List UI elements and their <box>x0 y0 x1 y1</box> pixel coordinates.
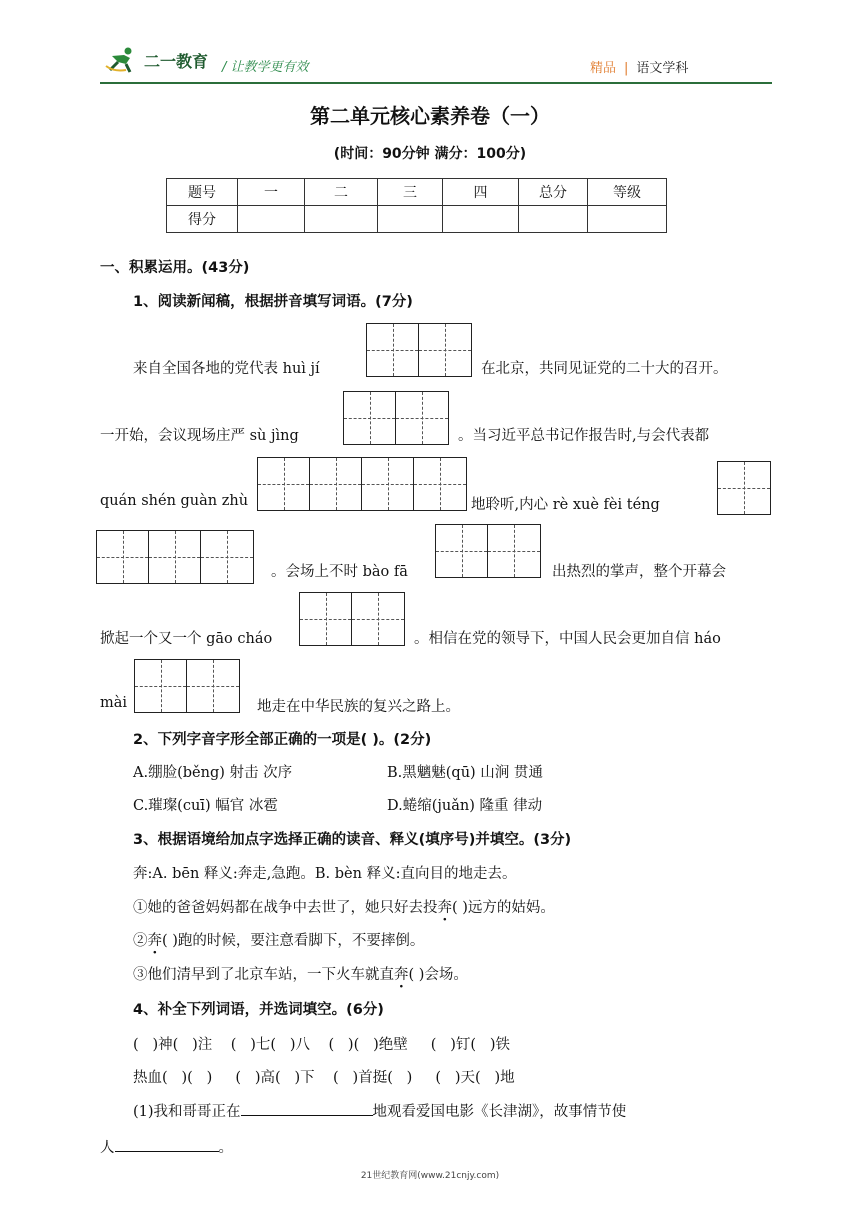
q1-text: 地走在中华民族的复兴之路上。 <box>257 699 460 715</box>
grid-cell[interactable] <box>414 458 466 510</box>
q1-text: 来自全国各地的党代表 huì jí <box>133 361 320 377</box>
q1-text: 掀起一个又一个 gāo cháo <box>100 631 273 647</box>
grid-cell[interactable] <box>436 525 488 577</box>
score-cell[interactable] <box>305 206 378 233</box>
page-footer: 21世纪教育网(www.21cnjy.com) <box>360 1171 500 1181</box>
q3-sentence-text: ①她的爸爸妈妈都在战争中去世了，她只好去投 <box>133 900 438 916</box>
score-header-row <box>167 179 667 206</box>
answer-grid[interactable] <box>435 524 541 578</box>
answer-grid[interactable] <box>134 659 240 713</box>
grid-cell[interactable] <box>97 531 149 583</box>
score-header-cell: 三 <box>378 179 443 206</box>
fill-blank[interactable] <box>241 1101 373 1116</box>
q2-option-c[interactable]: C.璀璨(cuī) 幅官 冰雹 <box>133 798 278 814</box>
subject-badge <box>590 57 688 76</box>
q3-sentence-text: ② <box>133 933 148 949</box>
question-3-title: 3、根据语境给加点字选择正确的读音、释义(填序号)并填空。(3分) <box>133 832 572 848</box>
score-cell[interactable] <box>588 206 667 233</box>
score-header-cell: 四 <box>443 179 519 206</box>
score-header-cell: 等级 <box>588 179 667 206</box>
score-header-cell: 一 <box>238 179 305 206</box>
q4-fill-sentence <box>100 1136 233 1157</box>
q4-word-row: 热血( )( ) ( )高( )下 ( )首挺( ) ( )天( )地 <box>133 1070 515 1086</box>
q4-fill-text: (1)我和哥哥正在 <box>133 1104 241 1120</box>
q3-definition: 奔:A. bēn 释义:奔走,急跑。B. bèn 释义:直向目的地走去。 <box>133 866 517 882</box>
score-cell[interactable] <box>519 206 588 233</box>
section-heading: 一、积累运用。(43分) <box>100 260 250 276</box>
grid-cell[interactable] <box>396 392 448 444</box>
grid-cell[interactable] <box>362 458 414 510</box>
q4-word-row: ( )神( )注 ( )七( )八 ( )( )绝壁 ( )钉( )铁 <box>133 1037 511 1053</box>
grid-cell[interactable] <box>135 660 187 712</box>
q4-fill-text: 地观看爱国电影《长津湖》，故事情节使 <box>372 1104 627 1120</box>
grid-cell[interactable] <box>149 531 201 583</box>
q1-text: 出热烈的掌声，整个开幕会 <box>552 564 726 580</box>
score-header-cell: 题号 <box>167 179 238 206</box>
question-1-title: 1、阅读新闻稿，根据拼音填写词语。(7分) <box>133 294 413 310</box>
q3-sentence-text: ③他们清早到了北京车站，一下火车就直 <box>133 967 394 983</box>
answer-grid[interactable] <box>717 461 771 515</box>
grid-cell[interactable] <box>488 525 540 577</box>
dotted-character: 奔 <box>437 900 452 916</box>
grid-cell[interactable] <box>718 462 770 514</box>
q3-sentence-2 <box>133 929 424 950</box>
grid-cell[interactable] <box>367 324 419 376</box>
q2-option-a[interactable]: A.绷脸(běng) 射击 次序 <box>133 765 293 781</box>
q1-text: 在北京，共同见证党的二十大的召开。 <box>481 361 728 377</box>
q1-text: 一开始，会议现场庄严 sù jìng <box>100 428 299 444</box>
score-table <box>166 178 667 233</box>
grid-cell[interactable] <box>187 660 239 712</box>
badge-quality: 精品 <box>590 61 617 76</box>
score-row <box>167 206 667 233</box>
q4-fill-text: 人 <box>100 1140 115 1156</box>
score-row-label: 得分 <box>167 206 238 233</box>
badge-separator: | <box>624 61 629 76</box>
q4-fill-text: 。 <box>218 1140 233 1156</box>
grid-cell[interactable] <box>419 324 471 376</box>
header-divider <box>100 82 772 84</box>
dotted-character: 奔 <box>394 967 409 983</box>
page-subtitle: (时间：90分钟 满分：100分) <box>333 146 527 162</box>
grid-cell[interactable] <box>344 392 396 444</box>
grid-cell[interactable] <box>258 458 310 510</box>
q2-option-d[interactable]: D.蜷缩(juǎn) 隆重 律动 <box>387 798 543 814</box>
q1-text: 。相信在党的领导下，中国人民会更加自信 háo <box>414 631 721 647</box>
brand-logo <box>104 46 208 74</box>
q1-text: quán shén guàn zhù <box>100 493 249 509</box>
dotted-character: 奔 <box>147 933 162 949</box>
score-cell[interactable] <box>238 206 305 233</box>
answer-grid[interactable] <box>299 592 405 646</box>
score-header-cell: 总分 <box>519 179 588 206</box>
score-cell[interactable] <box>443 206 519 233</box>
runner-logo-icon <box>104 46 140 74</box>
question-4-title: 4、补全下列词语，并选词填空。(6分) <box>133 1002 384 1018</box>
answer-grid[interactable] <box>257 457 467 511</box>
q3-sentence-3 <box>133 963 468 984</box>
grid-cell[interactable] <box>352 593 404 645</box>
q3-sentence-text: ( )会场。 <box>408 967 468 983</box>
q3-sentence-text: ( )跑的时候，要注意看脚下，不要摔倒。 <box>162 933 425 949</box>
fill-blank[interactable] <box>115 1137 219 1152</box>
q3-sentence-1 <box>133 896 555 917</box>
badge-subject: 语文学科 <box>636 61 689 76</box>
grid-cell[interactable] <box>201 531 253 583</box>
page-title: 第二单元核心素养卷（一） <box>310 104 550 128</box>
logo-text: 二一教育 <box>144 51 209 71</box>
grid-cell[interactable] <box>300 593 352 645</box>
score-header-cell: 二 <box>305 179 378 206</box>
q3-sentence-text: ( )远方的姑妈。 <box>452 900 555 916</box>
question-2-title: 2、下列字音字形全部正确的一项是( )。(2分) <box>133 732 432 748</box>
q1-text: mài <box>100 695 128 711</box>
answer-grid[interactable] <box>366 323 472 377</box>
q4-fill-sentence <box>133 1100 626 1121</box>
q2-option-b[interactable]: B.黑魑魅(qū) 山涧 贯通 <box>387 765 543 781</box>
slogan: / 让教学更有效 <box>222 60 309 75</box>
q1-text: 地聆听,内心 rè xuè fèi téng <box>471 497 660 513</box>
answer-grid[interactable] <box>96 530 254 584</box>
q1-text: 。当习近平总书记作报告时,与会代表都 <box>458 428 710 444</box>
grid-cell[interactable] <box>310 458 362 510</box>
q1-text: 。会场上不时 bào fā <box>271 564 408 580</box>
score-cell[interactable] <box>378 206 443 233</box>
answer-grid[interactable] <box>343 391 449 445</box>
